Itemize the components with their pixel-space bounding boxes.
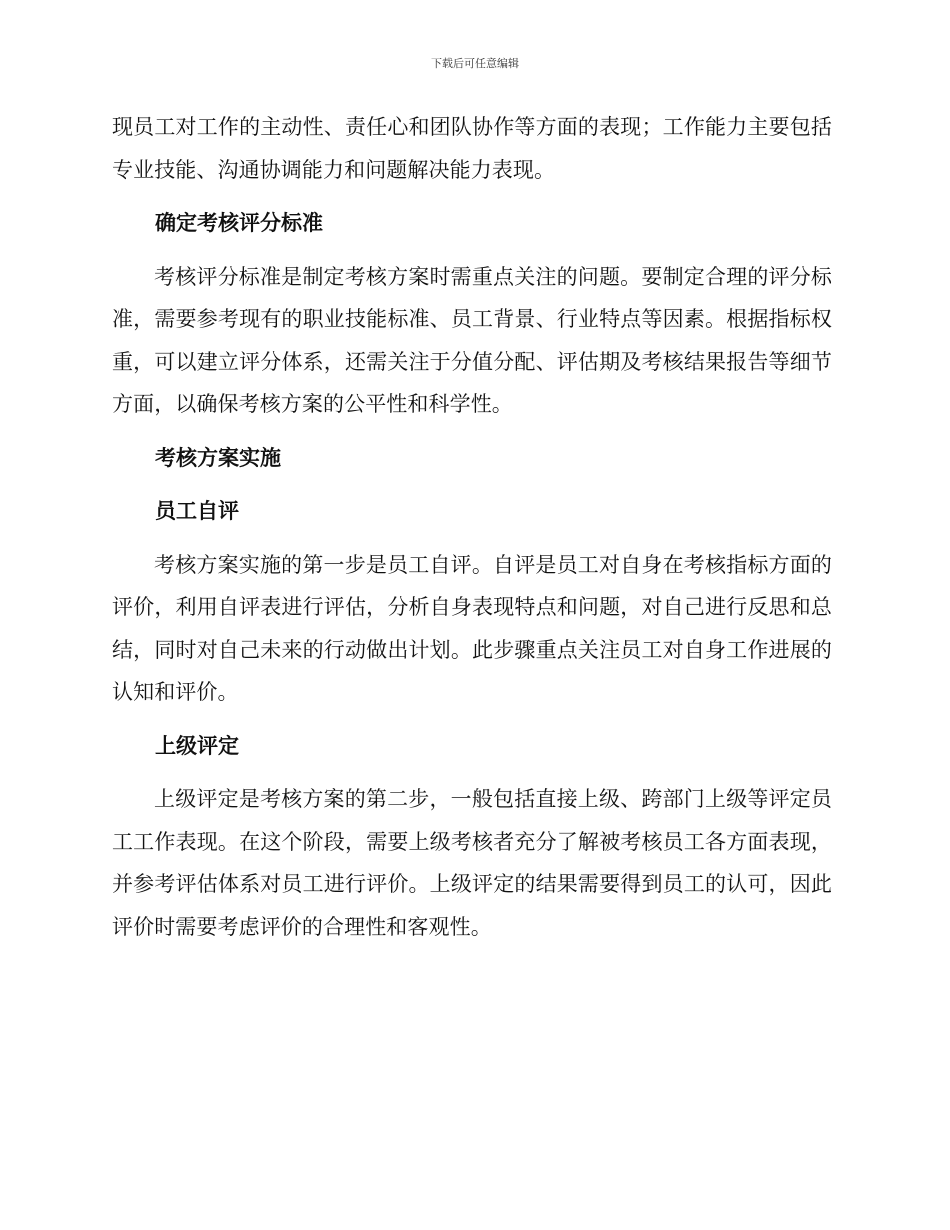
spacer xyxy=(112,533,832,544)
spacer xyxy=(112,191,832,202)
document-body xyxy=(112,106,832,948)
paragraph-scoring-standard: 考核评分标准是制定考核方案时需重点关注的问题。要制定合理的评分标准，需要参考现有的职业技能标准、员工背景、行业特点等因素。根据指标权重，可以建立评分体系，还需关注于分值分配、评估期及考核结果报告等细节方面，以确保考核方案的公平性和科学性。 xyxy=(112,264,832,416)
spacer xyxy=(112,767,832,778)
heading-scoring-standard: 确定考核评分标准 xyxy=(155,211,323,235)
page-header: 下载后可任意编辑 xyxy=(431,57,519,70)
spacer xyxy=(112,426,832,437)
heading-implementation: 考核方案实施 xyxy=(155,445,281,470)
paragraph-continued: 现员工对工作的主动性、责任心和团队协作等方面的表现；工作能力主要包括专业技能、沟通协调能力和问题解决能力表现。 xyxy=(112,115,832,182)
heading-self-evaluation: 员工自评 xyxy=(155,499,239,523)
paragraph-supervisor-evaluation: 上级评定是考核方案的第二步，一般包括直接上级、跨部门上级等评定员工工作表现。在这个阶段，需要上级考核者充分了解被考核员工各方面表现，并参考评估体系对员工进行评价。上级评定的结果需要得到员工的认可，因此评价时需要考虑评价的合理性和客观性。 xyxy=(112,787,832,939)
spacer xyxy=(112,245,832,256)
spacer xyxy=(112,479,832,490)
spacer xyxy=(112,714,832,725)
heading-supervisor-evaluation: 上级评定 xyxy=(155,733,239,758)
paragraph-self-evaluation: 考核方案实施的第一步是员工自评。自评是员工对自身在考核指标方面的评价，利用自评表进行评估，分析自身表现特点和问题，对自己进行反思和总结，同时对自己未来的行动做出计划。此步骤重点关注员工对自身工作进展的认知和评价。 xyxy=(112,552,832,704)
